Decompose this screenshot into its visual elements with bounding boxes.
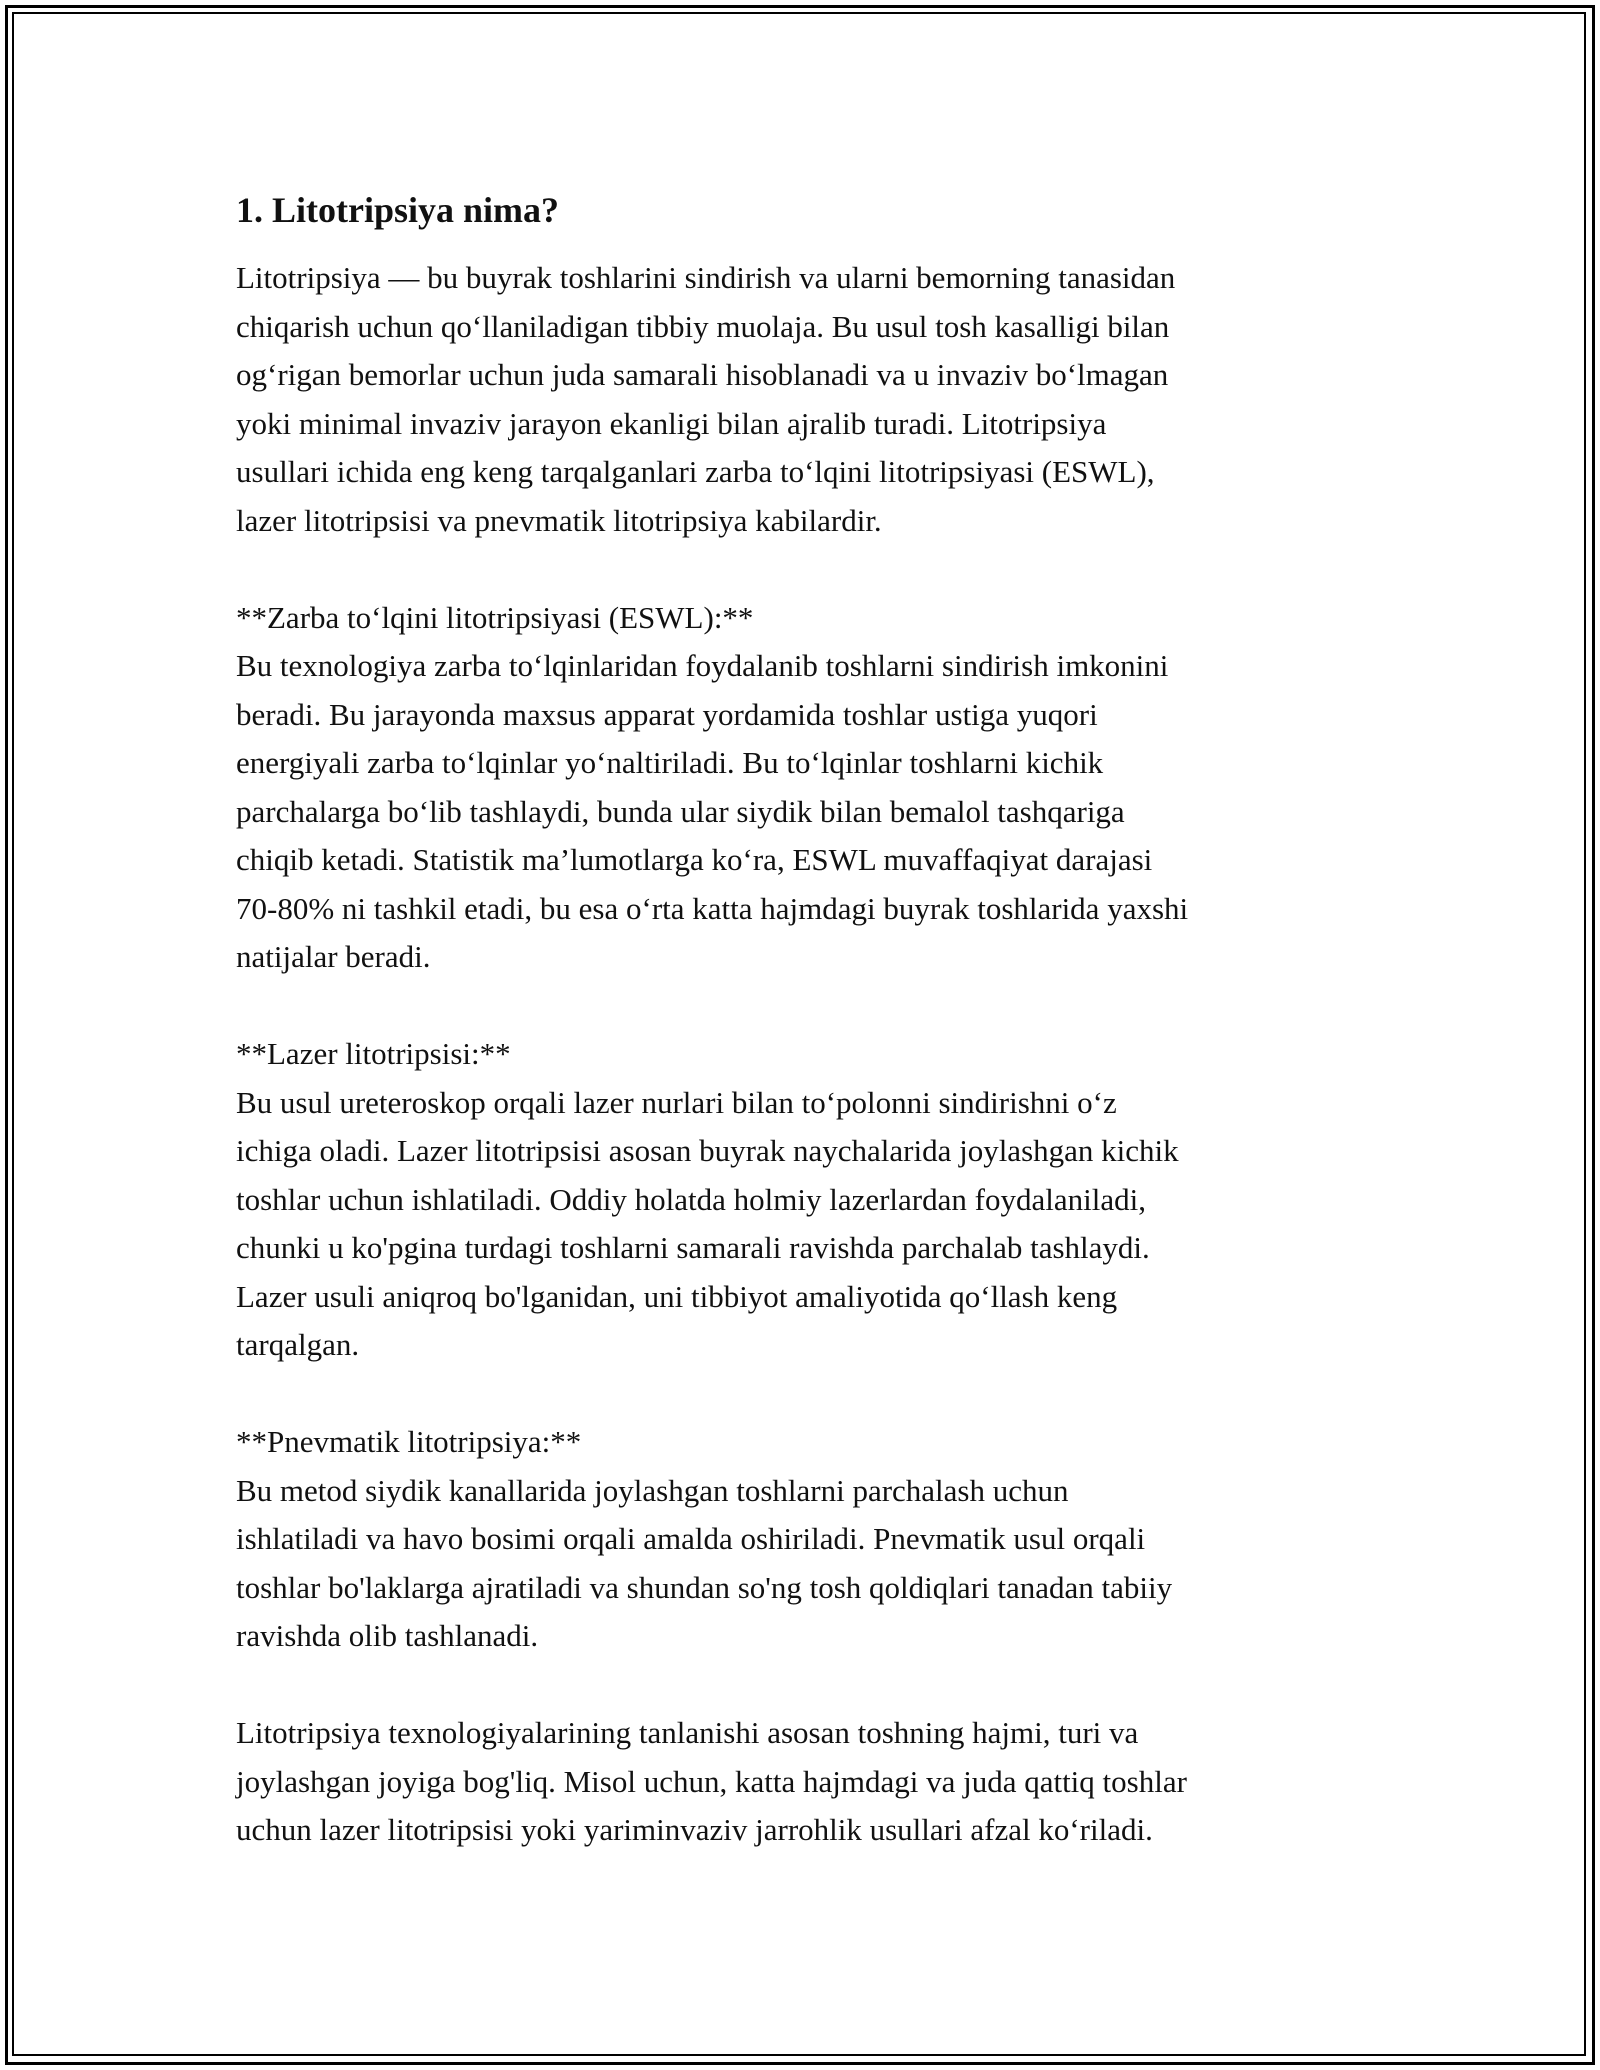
eswl-section-body: Bu texnologiya zarba to‘lqinlaridan foydalanib toshlarni sindirish imkonini beradi. Bu jarayonda maxsus apparat yordamida toshlar ustiga yuqori energiyali zarba to‘lqinlar yo‘naltiriladi. Bu to‘lqinlar toshlarni kichik parchalarga bo‘lib tashlaydi, bunda ular siydik bilan bemalol tashqariga chiqib ketadi. Statistik ma’lumotlarga ko‘ra, ESWL muvaffaqiyat darajasi 70-80% ni tashkil etadi, bu esa o‘rta katta hajmdagi buyrak toshlarida yaxshi natijalar beradi. bbox=[236, 648, 1189, 974]
pneumatic-section-title: **Pnevmatik litotripsiya:** bbox=[236, 1424, 582, 1459]
eswl-section bbox=[236, 594, 1376, 982]
laser-section-title: **Lazer litotripsisi:** bbox=[236, 1036, 511, 1071]
laser-section bbox=[236, 1030, 1376, 1370]
laser-section-body: Bu usul ureteroskop orqali lazer nurlari bilan to‘polonni sindirishni o‘z ichiga oladi. Lazer litotripsisi asosan buyrak naychalarida joylashgan kichik toshlar uchun ishlatiladi. Oddiy holatda holmiy lazerlardan foydalaniladi, chunki u ko'pgina turdagi toshlarni samarali ravishda parchalab tashlaydi. Lazer usuli aniqroq bo'lganidan, uni tibbiyot amaliyotida qo‘llash keng tarqalgan. bbox=[236, 1084, 1179, 1362]
pneumatic-section-body: Bu metod siydik kanallarida joylashgan toshlarni parchalash uchun ishlatiladi va havo bosimi orqali amalda oshiriladi. Pnevmatik usul orqali toshlar bo'laklarga ajratiladi va shundan so'ng tosh qoldiqlari tanadan tabiiy ravishda olib tashlanadi. bbox=[236, 1472, 1173, 1653]
eswl-section-title: **Zarba to‘lqini litotripsiyasi (ESWL):** bbox=[236, 599, 754, 635]
conclusion-paragraph: Litotripsiya texnologiyalarining tanlanishi asosan toshning hajmi, turi va joylashgan joyiga bog'liq. Misol uchun, katta hajmdagi va juda qattiq toshlar uchun lazer litotripsisi yoki yariminvaziv jarrohlik usullari afzal ko‘riladi. bbox=[236, 1715, 1187, 1847]
document-body bbox=[236, 186, 1376, 1903]
intro-paragraph: Litotripsiya — bu buyrak toshlarini sindirish va ularni bemorning tanasidan chiqarish uchun qo‘llaniladigan tibbiy muolaja. Bu usul tosh kasalligi bilan og‘rigan bemorlar uchun juda samarali hisoblanadi va u invaziv bo‘lmagan yoki minimal invaziv jarayon ekanligi bilan ajralib turadi. Litotripsiya usullari ichida eng keng tarqalganlari zarba to‘lqini litotripsiyasi (ESWL), lazer litotripsisi va pnevmatik litotripsiya kabilardir. bbox=[236, 260, 1176, 538]
pneumatic-section bbox=[236, 1418, 1376, 1661]
section-heading: 1. Litotripsiya nima? bbox=[236, 190, 560, 230]
